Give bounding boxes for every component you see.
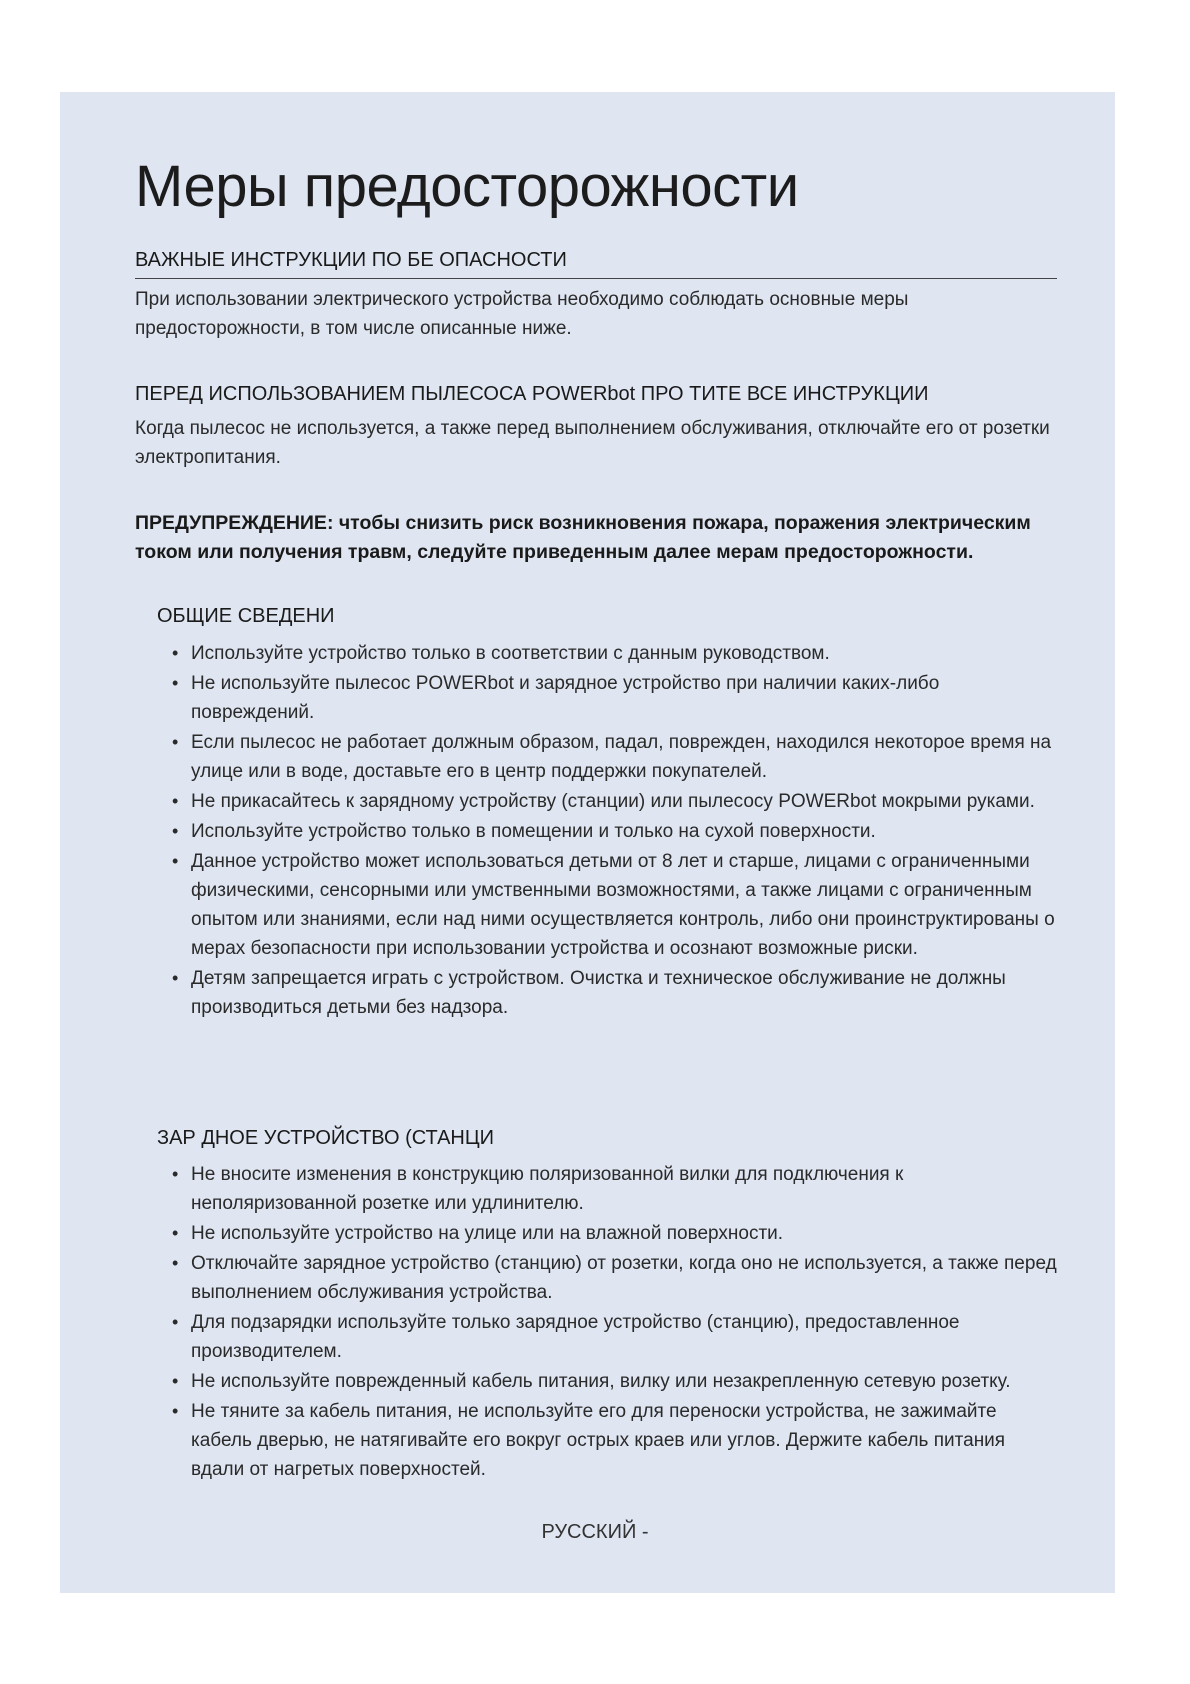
charger-list [172, 1160, 1062, 1485]
bullet-icon: • [172, 673, 179, 693]
section-text-safety: При использовании электрического устройства необходимо соблюдать основные меры предосторожности, в том числе описанные ниже. [135, 289, 909, 339]
bullet-icon: • [172, 1371, 179, 1391]
list-item: • Для подзарядки используйте только зарядное устройство (станцию), предоставленное производителем. [172, 1308, 1062, 1366]
page-footer: РУССКИЙ - [541, 1521, 649, 1543]
bullet-icon: • [172, 1253, 179, 1273]
list-item: • Отключайте зарядное устройство (станцию) от розетки, когда оно не используется, а также перед выполнением обслуживания устройства. [172, 1249, 1062, 1307]
warning-paragraph [135, 509, 1070, 567]
general-heading: ОБЩИЕ СВЕДЕНИ [157, 605, 335, 627]
bullet-icon: • [172, 643, 179, 663]
general-list [172, 639, 1062, 1023]
bullet-icon: • [172, 1312, 179, 1332]
bullet-icon: • [172, 1223, 179, 1243]
list-item: • Не используйте пылесос POWERbot и зарядное устройство при наличии каких-либо повреждений. [172, 669, 1062, 727]
list-item: • Не используйте устройство на улице или на влажной поверхности. [172, 1219, 1062, 1248]
list-item: • Не используйте поврежденный кабель питания, вилку или незакрепленную сетевую розетку. [172, 1367, 1062, 1396]
page-title: Меры предосторожности [135, 154, 799, 219]
warning-label: ПРЕДУПРЕЖДЕНИЕ: [135, 512, 334, 534]
warning-text: чтобы снизить риск возникновения пожара, поражения электрическим током или получения травм, следуйте приведенным далее мерам предосторожности. [135, 512, 1031, 563]
bullet-icon: • [172, 968, 179, 988]
list-item: • Если пылесос не работает должным образом, падал, поврежден, находился некоторое время на улице или в воде, доставьте его в центр поддержки покупателей. [172, 728, 1062, 786]
list-item: • Детям запрещается играть с устройством. Очистка и техническое обслуживание не должны производиться детьми без надзора. [172, 964, 1062, 1022]
charger-heading: ЗАР ДНОЕ УСТРОЙСТВО (СТАНЦИ [157, 1127, 495, 1149]
list-item: • Используйте устройство только в помещении и только на сухой поверхности. [172, 817, 1062, 846]
list-item: • Не прикасайтесь к зарядному устройству (станции) или пылесосу POWERbot мокрыми руками. [172, 787, 1062, 816]
list-item: • Не вносите изменения в конструкцию поляризованной вилки для подключения к неполяризованной розетке или удлинителю. [172, 1160, 1062, 1218]
bullet-icon: • [172, 732, 179, 752]
section-heading-before-use: ПЕРЕД ИСПОЛЬЗОВАНИЕМ ПЫЛЕСОСА POWERbot ПРО ТИТЕ ВСЕ ИНСТРУКЦИИ [135, 383, 929, 405]
list-item: • Не тяните за кабель питания, не используйте его для переноски устройства, не зажимайте кабель дверью, не натягивайте его вокруг острых краев или углов. Держите кабель питания вдали от нагретых поверхностей. [172, 1397, 1062, 1484]
section-heading-safety: ВАЖНЫЕ ИНСТРУКЦИИ ПО БЕ ОПАСНОСТИ [135, 247, 1057, 279]
bullet-icon: • [172, 1401, 179, 1421]
bullet-icon: • [172, 821, 179, 841]
section-text-before-use: Когда пылесос не используется, а также перед выполнением обслуживания, отключайте его от розетки электропитания. [135, 418, 1050, 468]
bullet-icon: • [172, 851, 179, 871]
bullet-icon: • [172, 1164, 179, 1184]
list-item: • Данное устройство может использоваться детьми от 8 лет и старше, лицами с ограниченными физическими, сенсорными или умственными возможностями, а также лицами с ограниченным опытом или знаниями, если над ними осуществляется контроль, либо они проинструктированы о мерах безопасности при использовании устройства и осознают возможные риски. [172, 847, 1062, 963]
bullet-icon: • [172, 791, 179, 811]
list-item: • Используйте устройство только в соответствии с данным руководством. [172, 639, 1062, 668]
